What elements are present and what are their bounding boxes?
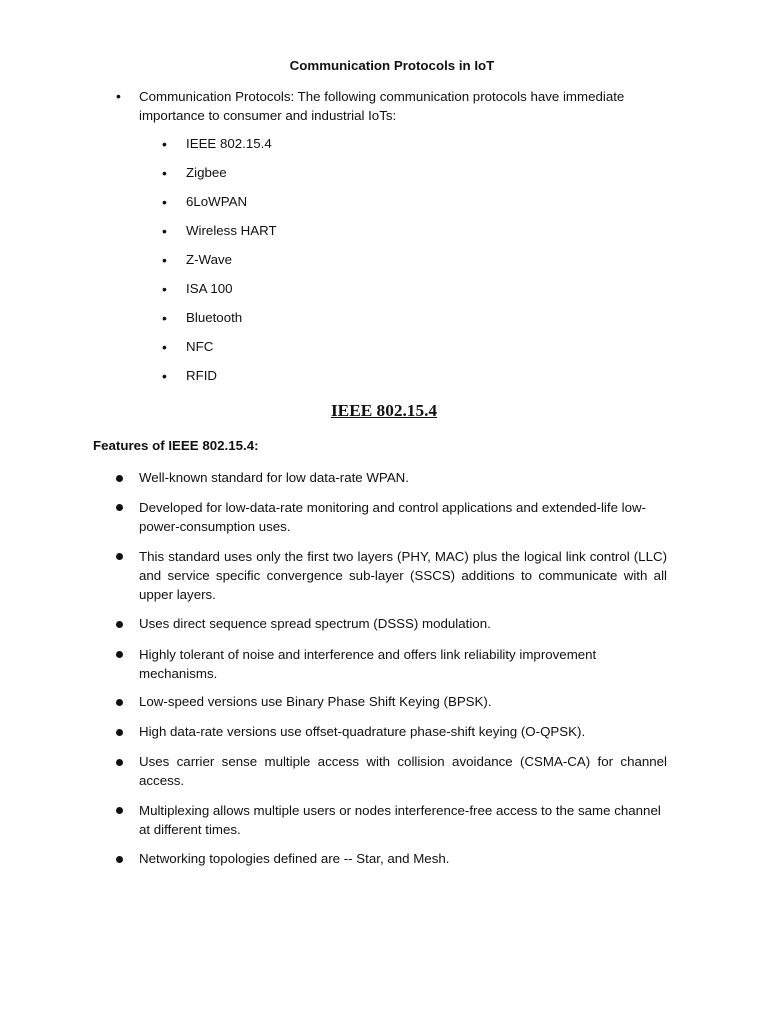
bullet-dot — [116, 504, 123, 511]
bullet-dot — [116, 475, 123, 482]
bullet-dot — [116, 856, 123, 863]
protocol-item: IEEE 802.15.4 — [186, 136, 272, 151]
bullet-glyph: • — [162, 223, 167, 239]
protocol-item: RFID — [186, 368, 218, 383]
protocol-item: ISA 100 — [186, 281, 233, 296]
bullet-glyph: • — [162, 310, 167, 326]
bullet-glyph: • — [162, 136, 167, 152]
bullet-dot — [116, 651, 123, 658]
bullet-dot — [116, 699, 123, 706]
section-heading: IEEE 802.15.4 — [330, 401, 438, 420]
protocol-item: Wireless HART — [186, 223, 277, 238]
bullet-dot — [116, 729, 123, 736]
bullet-glyph: • — [116, 88, 121, 104]
bullet-glyph: • — [162, 165, 167, 181]
feature-item: Multiplexing allows multiple users or nodes interference-free access to the same channel at different times. — [139, 803, 661, 837]
bullet-dot — [116, 759, 123, 766]
document-title: Communication Protocols in IoT — [289, 58, 495, 73]
protocol-item: Bluetooth — [186, 310, 243, 325]
feature-item: Networking topologies defined are -- Star, and Mesh. — [139, 851, 450, 866]
feature-item: Well-known standard for low data-rate WPAN. — [139, 470, 409, 485]
feature-item: Highly tolerant of noise and interference and offers link reliability improvement mechanisms. — [139, 647, 597, 681]
bullet-glyph: • — [162, 368, 167, 384]
intro-paragraph: Communication Protocols: The following communication protocols have immediate importance to consumer and industrial IoTs: — [139, 89, 625, 123]
bullet-glyph: • — [162, 339, 167, 355]
bullet-glyph: • — [162, 281, 167, 297]
bullet-glyph: • — [162, 252, 167, 268]
feature-item: This standard uses only the first two layers (PHY, MAC) plus the logical link control (LLC) and service specific convergence sub-layer (SSCS) additions to communicate with all upper layers. — [139, 549, 667, 602]
feature-item: Uses direct sequence spread spectrum (DSSS) modulation. — [139, 616, 491, 631]
features-heading: Features of IEEE 802.15.4: — [93, 438, 259, 453]
bullet-glyph: • — [162, 194, 167, 210]
feature-item: Developed for low-data-rate monitoring and control applications and extended-life low-power-consumption uses. — [139, 500, 647, 534]
protocol-item: NFC — [186, 339, 214, 354]
bullet-dot — [116, 553, 123, 560]
protocol-item: Zigbee — [186, 165, 227, 180]
feature-item: Low-speed versions use Binary Phase Shift Keying (BPSK). — [139, 694, 492, 709]
bullet-dot — [116, 807, 123, 814]
feature-item: High data-rate versions use offset-quadrature phase-shift keying (O-QPSK). — [139, 724, 586, 739]
feature-item: Uses carrier sense multiple access with collision avoidance (CSMA-CA) for channel access. — [139, 754, 667, 788]
protocol-item: Z-Wave — [186, 252, 233, 267]
protocol-item: 6LoWPAN — [186, 194, 248, 209]
bullet-dot — [116, 621, 123, 628]
